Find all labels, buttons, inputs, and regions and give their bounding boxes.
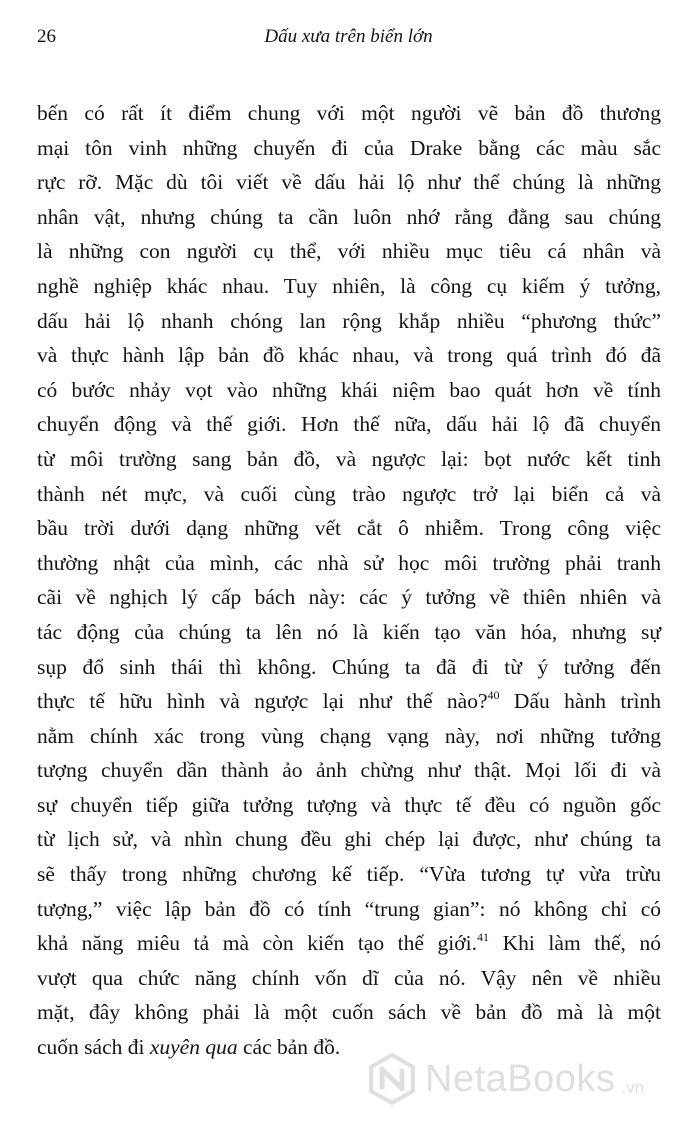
text-fragment: Dấu hành trình [499,689,661,714]
text-line: tượng,” việc lập bản đồ có tính “trung gian”: nó không chỉ có [37,896,661,921]
text-line: nhân vật, nhưng chúng ta cần luôn nhớ rằng đằng sau chúng [37,204,661,229]
text-fragment: Khi làm thế, nó [488,931,661,956]
text-line: vượt qua chức năng chính vốn dĩ của nó. Vậy nên về nhiều [37,965,661,990]
text-line: cãi về nghịch lý cấp bách này: các ý tưởng về thiên nhiên và [37,585,661,610]
text-line: từ môi trường sang bản đồ, và ngược lại: bọt nước kết tinh [37,446,661,471]
footnote-ref-40: 40 [487,688,500,703]
text-fragment: các bản đồ. [237,1035,341,1060]
text-line: sụp đổ sinh thái thì không. Chúng ta đã đi từ ý tưởng đến [37,654,661,679]
text-line: từ lịch sử, và nhìn chung đều ghi chép lại được, như chúng ta [37,827,661,852]
text-line: và thực hành lập bản đồ khác nhau, và trong quá trình đó đã [37,343,661,368]
body-text [37,96,661,1065]
text-line: là những con người cụ thể, với nhiều mục tiêu cá nhân và [37,239,661,264]
text-line: tác động của chúng ta lên nó là kiến tạo văn hóa, nhưng sự [37,619,661,644]
text-line: có bước nhảy vọt vào những khái niệm bao quát hơn về tính [37,377,661,402]
text-line: sự chuyển tiếp giữa tưởng tượng và thực tế đều có nguồn gốc [37,792,661,817]
text-line: dấu hải lộ nhanh chóng lan rộng khắp nhiều “phương thức” [37,308,661,333]
text-line: thường nhật của mình, các nhà sử học môi trường phải tranh [37,550,661,575]
text-line: sẽ thấy trong những chương kế tiếp. “Vừa tương tự vừa trừu [37,862,661,887]
text-line: rực rỡ. Mặc dù tôi viết về dấu hải lộ như thể chúng là những [37,170,661,195]
text-line: bầu trời dưới dạng những vết cắt ô nhiễm. Trong công việc [37,516,661,541]
text-line: mại tôn vinh những chuyến đi của Drake bằng các màu sắc [37,135,661,160]
text-fragment: khả năng miêu tả mà còn kiến tạo thế giới. [37,931,477,956]
text-line: mặt, đây không phải là một cuốn sách về bản đồ mà là một [37,1000,661,1025]
footnote-ref-41: 41 [476,930,489,945]
running-title: Dấu xưa trên biển lớn [264,26,433,47]
emphasis-text: xuyên qua [149,1035,238,1060]
text-line: chuyển động và thế giới. Hơn thế nữa, dấu hải lộ đã chuyển [37,412,661,437]
page-number: 26 [37,26,56,47]
text-line: thành nét mực, và cuối cùng trào ngược trở lại biển cả và [37,481,661,506]
text-line-with-footnote [37,684,661,719]
netabooks-logo-icon [365,1052,419,1106]
text-line-with-footnote [37,926,661,961]
page-header [37,26,660,56]
text-fragment: thực tế hữu hình và ngược lại như thế nào? [37,689,488,714]
watermark-brand: NetaBooks [425,1057,616,1100]
text-fragment: cuốn sách đi [37,1035,150,1060]
text-line: tượng chuyển dần thành ảo ảnh chừng như thật. Mọi lối đi và [37,758,661,783]
text-line: bến có rất ít điểm chung với một người vẽ bản đồ thương [37,101,661,125]
text-line: nằm chính xác trong vùng chạng vạng này, nơi những tưởng [37,723,661,748]
text-line: nghề nghiệp khác nhau. Tuy nhiên, là công cụ kiếm ý tưởng, [37,273,661,298]
watermark-suffix: .vn [621,1078,645,1097]
netabooks-watermark [365,1052,644,1106]
